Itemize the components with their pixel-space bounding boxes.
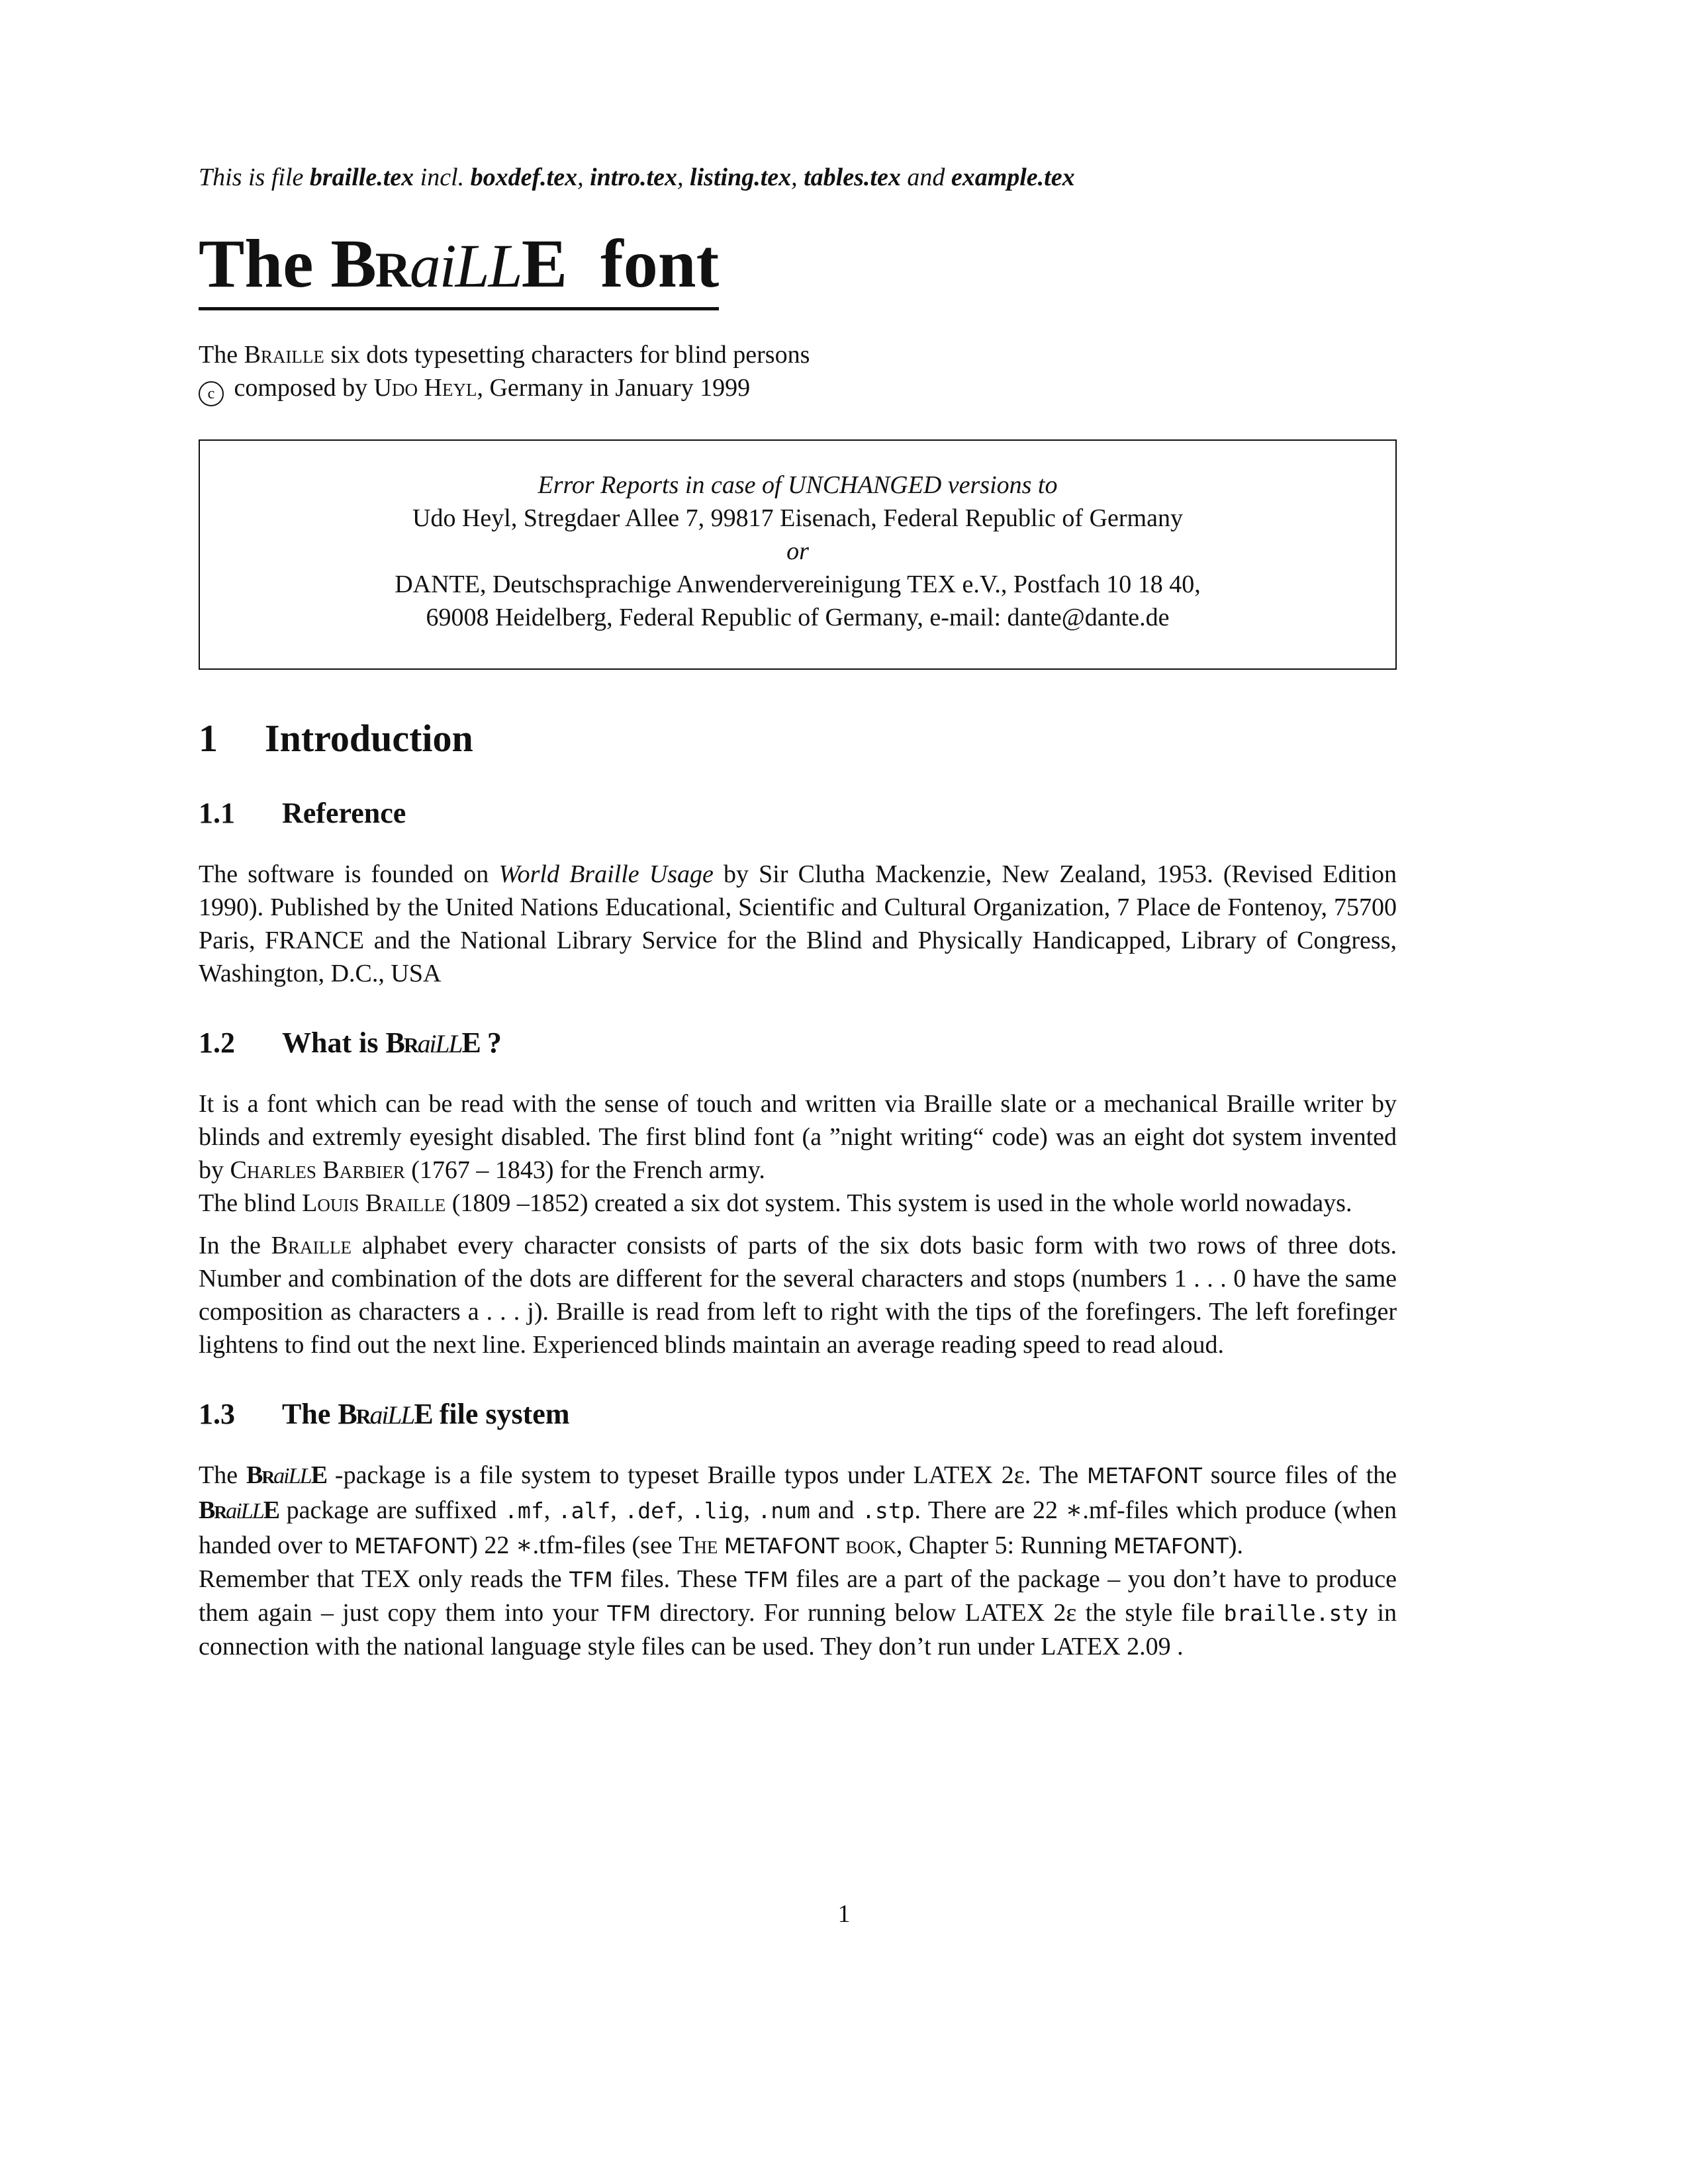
reference-paragraph: The software is founded on World Braille Usage by Sir Clutha Mackenzie, New Zealand, 1953. (Revised Edition 1990). Published by the United Nations Educational, Scientific and Cultural Organization, 7 Place de Fontenoy, 75700 Paris, FRANCE and the National Library Service for the Blind and Physically Handicapped, Library of Congress, Washington, D.C., USA bbox=[199, 860, 1397, 988]
page-number: 1 bbox=[837, 1900, 851, 1928]
section-introduction-heading: 1 Introduction bbox=[199, 717, 473, 760]
what-is-braille-paragraph-2: In the Braille alphabet every character consists of parts of the six dots basic form with two rows of three dots. Number and combination of the dots are different for the several characters and stops (numbers 1 . . . 0 have the same composition as characters a . . . j). Braille is read from left to right with the tips of the forefingers. The left forefinger lightens to find out the next line. Experienced blinds maintain an average reading speed to read aloud. bbox=[199, 1232, 1397, 1359]
braille-logo: BRaiLLE bbox=[330, 226, 567, 302]
what-is-braille-paragraph-1: It is a font which can be read with the sense of touch and written via Braille slate or a mechanical Braille writer by blinds and extremly eyesight disabled. The first blind font (a ”night writing“ code) was an eight dot system invented by Charles Barbier (1767 – 1843) for the French army. The blind Louis Braille (1809 –1852) created a six dot system. This system is used in the whole world nowadays. bbox=[199, 1090, 1397, 1218]
document-page bbox=[199, 152, 1397, 1663]
book-title: World Braille Usage bbox=[498, 860, 714, 889]
style-file-name: braille.sty bbox=[1223, 1600, 1369, 1627]
section-reference-heading: 1.1 Reference bbox=[199, 797, 406, 830]
error-reports-box: Error Reports in case of UNCHANGED versions to Udo Heyl, Stregdaer Allee 7, 99817 Eisenach, Federal Republic of Germany or DANTE, Deutschsprachige Anwendervereinigung TEX e.V., Postfach 10 18 40, 69008 Heidelberg, Federal Republic of Germany, e-mail: dante@dante.de bbox=[199, 439, 1397, 670]
section-what-is-braille-heading: 1.2 What is BRaiLLE ? bbox=[199, 1026, 502, 1060]
section-file-system-heading: 1.3 The BRaiLLE file system bbox=[199, 1398, 570, 1431]
subtitle: The Braille six dots typesetting characters for blind persons c composed by Udo Heyl, Germany in January 1999 bbox=[199, 338, 1397, 406]
copyright-icon: c bbox=[199, 381, 224, 406]
main-file-name: braille.tex bbox=[309, 163, 414, 191]
file-system-paragraph-1: The BRaiLLE -package is a file system to typeset Braille typos under LATEX 2ε. The METAFONT source files of the BRaiLLE package are suffixed .mf, .alf, .def, .lig, .num and .stp. There are 22 ∗.mf-files which produce (when handed over to METAFONT) 22 ∗.tfm-files (see The METAFONT book, Chapter 5: Running METAFONT). Remember that TEX only reads the TFM files. These TFM files are a part of the package – you don’t have to produce them again – just copy them into your TFM directory. For running below LATEX 2ε the style file braille.sty in connection with the national language style files can be used. They don’t run under LATEX 2.09 . bbox=[199, 1461, 1397, 1661]
document-title: The BRaiLLE font bbox=[199, 226, 719, 310]
file-header: This is file braille.tex incl. boxdef.tex, intro.tex, listing.tex, tables.tex and example.tex bbox=[199, 163, 1075, 191]
